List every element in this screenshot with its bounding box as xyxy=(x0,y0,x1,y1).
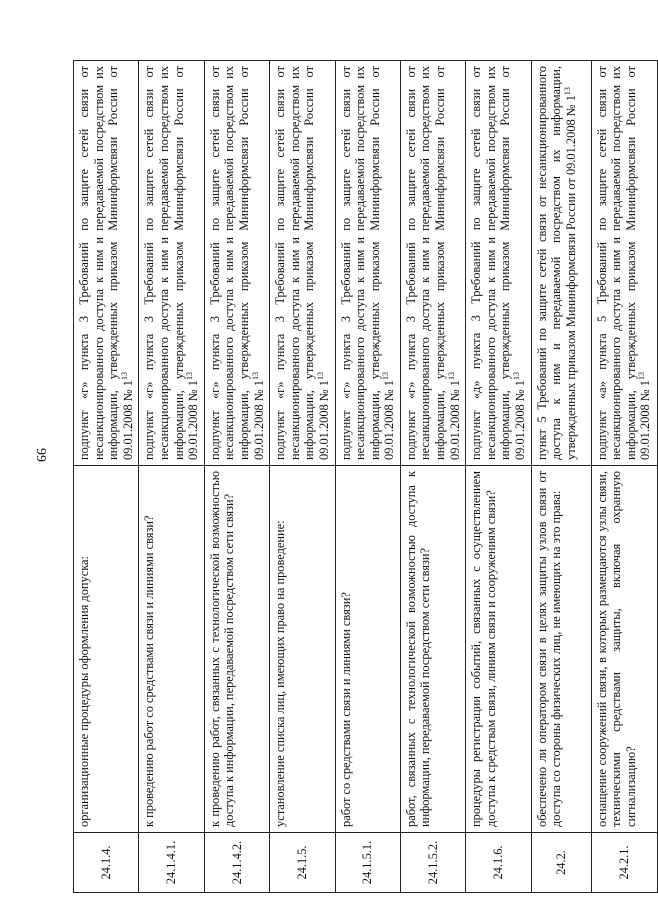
item-question: оснащение сооружений связи, в которых размещаются узлы связи, техническими средствами защиты, включая охранную сигнализацию? xyxy=(591,466,657,833)
item-legal-reference xyxy=(74,61,139,466)
item-legal-reference xyxy=(204,61,269,466)
item-question: к проведению работ, связанных с технологической возможностью доступа к информации, передаваемой посредством сети связи? xyxy=(204,466,269,833)
item-question: установление списка лиц, имеющих право на проведение: xyxy=(270,466,335,833)
footnote-marker: 13 xyxy=(119,372,129,381)
legal-reference-text: подпункт «г» пункта 3 Требований по защите сетей связи от несанкционированного доступа к ним и передаваемой посредством их информации, утвержденных приказом Мининформсвязи России от 09.01.2008 № 1 xyxy=(77,66,135,460)
footnote-marker: 13 xyxy=(185,372,195,381)
table-row xyxy=(74,61,139,893)
legal-reference-text: подпункт «г» пункта 3 Требований по защите сетей связи от несанкционированного доступа к ним и передаваемой посредством их информации, утвержденных приказом Мининформсвязи России от 09.01.2008 № 1 xyxy=(273,66,331,460)
item-question: работ, связанных с технологической возможностью доступа к информации, передаваемой посредством сети связи? xyxy=(400,466,465,833)
table-row xyxy=(531,61,591,893)
item-question: организационные процедуры оформления допуска: xyxy=(74,466,139,833)
table-body xyxy=(74,61,658,893)
rotated-page-content xyxy=(73,61,653,893)
item-number: 24.2.1. xyxy=(591,833,657,893)
table-row xyxy=(466,61,531,893)
item-question: к проведению работ со средствами связи и линиями связи? xyxy=(139,466,204,833)
footnote-marker: 13 xyxy=(446,372,456,381)
item-legal-reference xyxy=(400,61,465,466)
item-legal-reference xyxy=(335,61,400,466)
legal-reference-text: подпункт «г» пункта 3 Требований по защите сетей связи от несанкционированного доступа к ним и передаваемой посредством их информации, утвержденных приказом Мининформсвязи России от 09.01.2008 № 1 xyxy=(403,66,462,460)
table-row xyxy=(270,61,335,893)
item-number: 24.1.6. xyxy=(466,833,531,893)
item-question: процедуры регистрации событий, связанных с осуществлением доступа к средствам связи, линиям связи и сооружениям связи? xyxy=(466,466,531,833)
legal-reference-text: пункт 5 Требований по защите сетей связи от несанкционированного доступа к ним и передаваемой посредством их информации, утвержденных приказом Мининформсвязи России от 09.01.2008 № 1 xyxy=(534,66,578,460)
footnote-marker: 13 xyxy=(315,372,325,381)
footnote-marker: 13 xyxy=(511,372,521,381)
legal-reference-text: подпункт «г» пункта 3 Требований по защите сетей связи от несанкционированного доступа к ним и передаваемой посредством их информации, утвержденных приказом Мининформсвязи России от 09.01.2008 № 1 xyxy=(207,66,266,460)
item-legal-reference xyxy=(591,61,657,466)
item-question: работ со средствами связи и линиями связи? xyxy=(335,466,400,833)
legal-reference-text: подпункт «г» пункта 3 Требований по защите сетей связи от несанкционированного доступа к ним и передаваемой посредством их информации, утвержденных приказом Мининформсвязи России от 09.01.2008 № 1 xyxy=(338,66,397,460)
legal-reference-text: подпункт «г» пункта 3 Требований по защите сетей связи от несанкционированного доступа к ним и передаваемой посредством их информации, утвержденных приказом Мининформсвязи России от 09.01.2008 № 1 xyxy=(142,66,201,460)
footnote-marker: 13 xyxy=(562,87,572,96)
footnote-marker: 13 xyxy=(637,372,647,381)
item-number: 24.1.4. xyxy=(74,833,139,893)
item-number: 24.1.5.2. xyxy=(400,833,465,893)
item-number: 24.1.5. xyxy=(270,833,335,893)
item-legal-reference xyxy=(139,61,204,466)
page-number: 99 xyxy=(33,448,48,462)
requirements-table xyxy=(73,60,658,893)
table-row xyxy=(400,61,465,893)
item-number: 24.1.4.2. xyxy=(204,833,269,893)
item-number: 24.1.5.1. xyxy=(335,833,400,893)
item-number: 24.2. xyxy=(531,833,591,893)
item-number: 24.1.4.1. xyxy=(139,833,204,893)
footnote-marker: 13 xyxy=(381,372,391,381)
table-row xyxy=(204,61,269,893)
footnote-marker: 13 xyxy=(250,372,260,381)
table-row xyxy=(139,61,204,893)
table-row xyxy=(335,61,400,893)
table-row xyxy=(591,61,657,893)
item-legal-reference xyxy=(270,61,335,466)
legal-reference-text: подпункт «а» пункта 5 Требований по защите сетей связи от несанкционированного доступа к ним и передаваемой посредством их информации, утвержденных приказом Мининформсвязи России от 09.01.2008 № 1 xyxy=(594,66,653,460)
item-legal-reference xyxy=(466,61,531,466)
item-question: обеспечено ли оператором связи в целях защиты узлов связи от доступа со стороны физических лиц, не имеющих на это права: xyxy=(531,466,591,833)
legal-reference-text: подпункт «д» пункта 3 Требований по защите сетей связи от несанкционированного доступа к ним и передаваемой посредством их информации, утвержденных приказом Мининформсвязи России от 09.01.2008 № 1 xyxy=(469,66,528,460)
item-legal-reference xyxy=(531,61,591,466)
